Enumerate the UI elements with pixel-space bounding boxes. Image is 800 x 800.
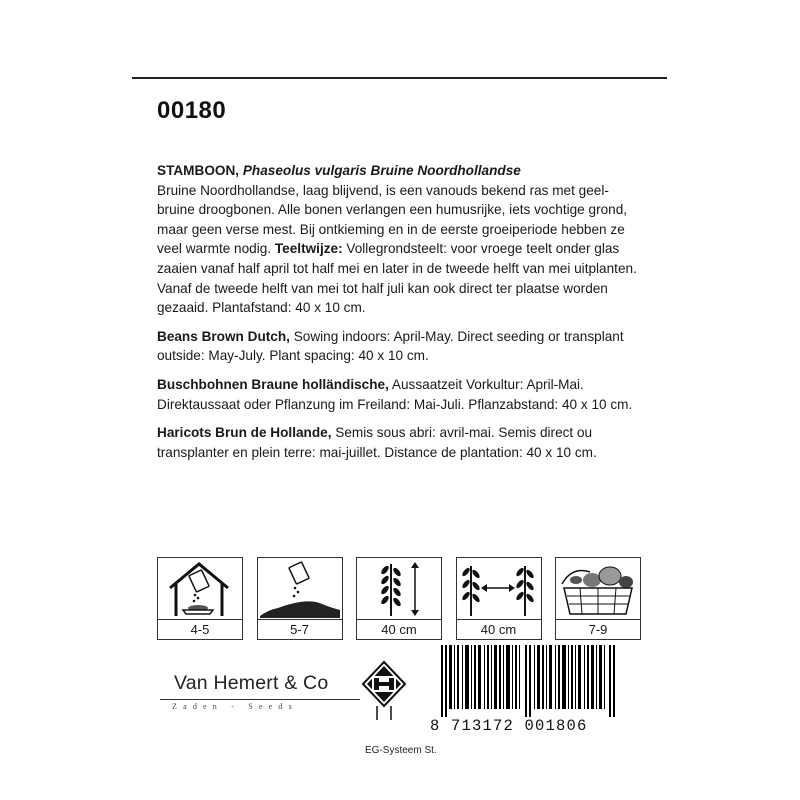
icon-value: 5-7	[290, 622, 309, 637]
english-text: Sowing indoors: April-May. Direct seeding or transplant outside: May-July. Plant spacing: 40 x 10 cm.	[157, 328, 624, 364]
barcode-number: 8 713172 001806	[430, 717, 588, 735]
sowing-outdoors-icon	[258, 558, 342, 620]
barcode	[441, 645, 615, 717]
icon-box-sowing-indoors	[157, 557, 243, 640]
brand-logo	[160, 665, 360, 715]
product-code: 00180	[157, 97, 227, 124]
company-emblem-icon	[361, 660, 407, 722]
french-name: Haricots Brun de Hollande,	[157, 425, 332, 441]
dutch-title-latin: Phaseolus vulgaris Bruine Noordhollandse	[242, 163, 521, 178]
harvest-basket-icon	[556, 558, 640, 620]
dutch-body: Bruine Noordhollandse, laag blijvend, is een vanouds bekend ras met geel-bruine droogbonen. Alle bonen verlangen een humusrijke, iets vochtige grond, maar geen verse mest. Bij ontkieming en in de eerste groeiperiode hebben ze veel warmte nodig.	[157, 182, 628, 257]
german-text: Aussaatzeit Vorkultur: April-Mai. Direktaussaat oder Pflanzung im Freiland: Mai-Juli. Pflanzabstand: 40 x 10 cm.	[157, 376, 633, 412]
english-description	[157, 327, 637, 366]
teeltwijze-label: Teeltwijze:	[274, 241, 343, 257]
top-rule	[132, 77, 667, 79]
english-name: Beans Brown Dutch,	[157, 328, 290, 344]
german-name: Buschbohnen Braune holländische,	[157, 376, 389, 392]
dutch-title-plain: STAMBOON,	[157, 163, 243, 178]
german-description	[157, 375, 637, 414]
icon-box-plant-spacing	[456, 557, 542, 640]
french-text: Semis sous abri: avril-mai. Semis direct ou transplanter en plein terre: mai-juillet. Distance de plantation: 40 x 10 cm.	[157, 425, 597, 460]
icon-value: 7-9	[588, 622, 608, 637]
icon-box-harvest	[555, 557, 641, 640]
icon-box-sowing-outdoors	[257, 557, 343, 640]
plant-height-icon	[357, 558, 441, 620]
sowing-indoors-icon	[158, 558, 242, 620]
dutch-cultivation: Vollegrondsteelt: voor vroege teelt onder glas zaaien vanaf half april tot half mei en later in de tweede helft van mei uitplanten. Vanaf de tweede helft van mei tot half juli kan ook direct ter plaatse worden gezaaid. Plantafstand: 40 x 10 cm.	[157, 241, 637, 316]
cultivation-icons	[157, 557, 641, 642]
brand-name: Van Hemert & Co	[174, 672, 329, 694]
brand-subtitle: Zaden - Seeds	[172, 702, 298, 711]
french-description	[157, 423, 637, 462]
icon-value: 40 cm	[381, 622, 417, 637]
brand-divider	[160, 699, 360, 700]
plant-spacing-icon	[457, 558, 541, 620]
dutch-description	[157, 161, 637, 318]
icon-box-plant-height	[356, 557, 442, 640]
icon-value: 4-5	[190, 622, 210, 637]
footer-note: EG-Systeem St.	[365, 745, 437, 756]
description-block	[157, 161, 637, 471]
icon-value: 40 cm	[480, 622, 517, 637]
